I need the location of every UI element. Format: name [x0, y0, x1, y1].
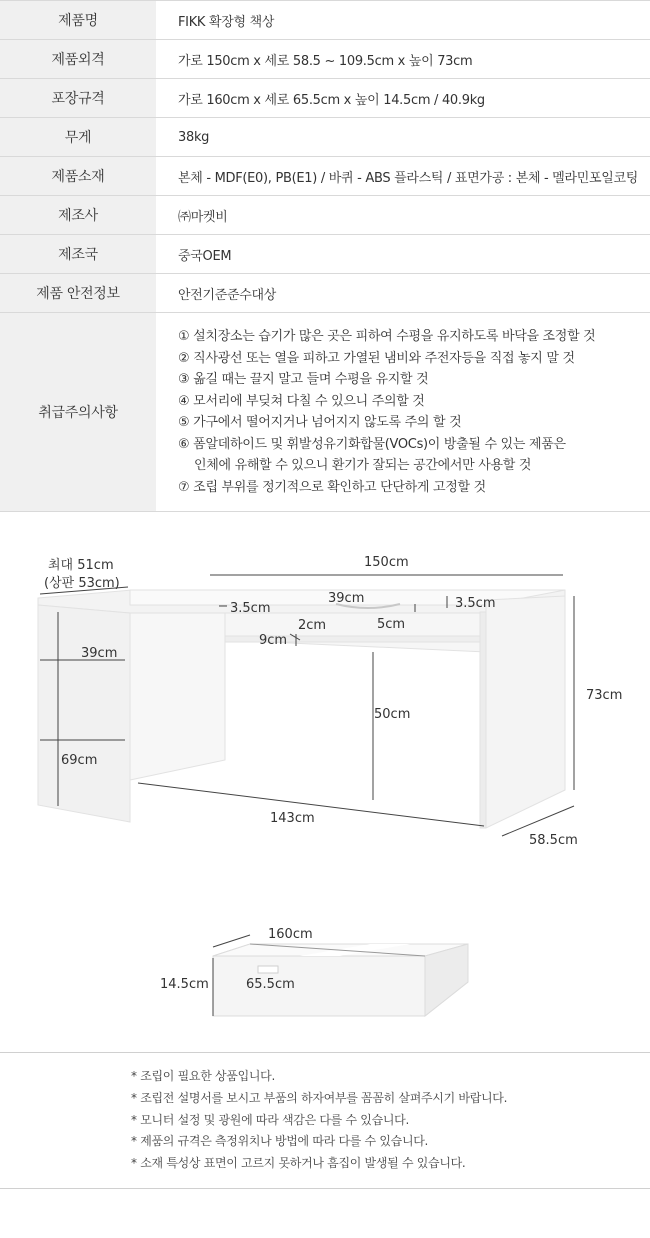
label-right-gap: 3.5cm	[455, 596, 496, 611]
label-max-depth: 최대 51cm	[48, 558, 114, 573]
spec-label: 제품외격	[0, 40, 156, 79]
label-gap-9: 9cm	[259, 633, 288, 648]
caution-cell	[156, 313, 650, 512]
spec-row	[0, 196, 650, 235]
spec-row	[0, 1, 650, 40]
label-gap-2: 2cm	[298, 618, 327, 633]
caution-item: ⑥ 폼알데하이드 및 휘발성유기화합물(VOCs)이 방출될 수 있는 제품은	[178, 436, 566, 452]
spec-value: FIKK 확장형 책상	[156, 1, 650, 40]
spec-label: 제조사	[0, 196, 156, 235]
caution-item: 인체에 유해할 수 있으니 환기가 잘되는 공간에서만 사용할 것	[194, 458, 532, 473]
spec-label: 무게	[0, 118, 156, 157]
label-package-height: 14.5cm	[160, 977, 209, 992]
label-ext-height: 69cm	[61, 753, 98, 768]
label-inner-width: 39cm	[328, 591, 365, 606]
divider	[0, 1052, 650, 1053]
label-gap-5: 5cm	[377, 617, 406, 632]
dimension-diagram	[0, 512, 650, 1052]
spec-value: 안전기준준수대상	[156, 274, 650, 313]
note-item: * 제품의 규격은 측정위치나 방법에 따라 다를 수 있습니다.	[131, 1134, 429, 1149]
spec-row	[0, 157, 650, 196]
spec-table	[0, 0, 650, 512]
spec-row	[0, 274, 650, 313]
note-item: * 조립전 설명서를 보시고 부품의 하자여부를 꼼꼼히 살펴주시기 바랍니다.	[131, 1090, 508, 1105]
caution-label: 취급주의사항	[0, 313, 156, 512]
label-ext-depth: 39cm	[81, 646, 118, 661]
label-package-depth: 65.5cm	[246, 977, 295, 992]
note-item: * 조립이 필요한 상품입니다.	[131, 1069, 275, 1083]
spec-label: 포장규격	[0, 79, 156, 118]
label-top-depth: (상판 53cm)	[44, 576, 120, 591]
spec-row	[0, 79, 650, 118]
spec-label: 제품소재	[0, 157, 156, 196]
spec-value: 본체 - MDF(E0), PB(E1) / 바퀴 - ABS 플라스틱 / 표면가공 : 본체 - 멜라민포일코팅	[156, 157, 650, 196]
label-depth: 58.5cm	[529, 833, 578, 848]
spec-value: ㈜마켓비	[156, 196, 650, 235]
spec-label: 제품 안전정보	[0, 274, 156, 313]
label-leg-height: 50cm	[374, 707, 411, 722]
label-bottom-width: 143cm	[270, 811, 315, 826]
note-item: * 소재 특성상 표면이 고르지 못하거나 흠집이 발생될 수 있습니다.	[131, 1156, 466, 1171]
caution-item: ③ 옮길 때는 끌지 말고 들며 수평을 유지할 것	[178, 372, 429, 387]
caution-item: ⑦ 조립 부위를 정기적으로 확인하고 단단하게 고정할 것	[178, 479, 486, 495]
spec-row	[0, 235, 650, 274]
label-width: 150cm	[364, 555, 409, 570]
spec-row	[0, 40, 650, 79]
spec-label: 제조국	[0, 235, 156, 274]
caution-item: ② 직사광선 또는 열을 피하고 가열된 냄비와 주전자등을 직접 놓지 말 것	[178, 350, 575, 366]
caution-item: ④ 모서리에 부딪쳐 다칠 수 있으니 주의할 것	[178, 393, 425, 409]
spec-row-cautions	[0, 313, 650, 512]
label-height: 73cm	[586, 688, 623, 703]
caution-item: ⑤ 가구에서 떨어지거나 넘어지지 않도록 주의 할 것	[178, 415, 462, 430]
notes-list	[131, 1066, 507, 1175]
spec-row	[0, 118, 650, 157]
caution-list	[178, 326, 649, 498]
spec-value: 가로 150cm x 세로 58.5 ~ 109.5cm x 높이 73cm	[156, 40, 650, 79]
note-item: * 모니터 설정 및 광원에 따라 색감은 다를 수 있습니다.	[131, 1112, 409, 1127]
divider	[0, 1188, 650, 1189]
spec-value: 가로 160cm x 세로 65.5cm x 높이 14.5cm / 40.9kg	[156, 79, 650, 118]
caution-item: ① 설치장소는 습기가 많은 곳은 피하여 수평을 유지하도록 바닥을 조정할 것	[178, 329, 596, 344]
spec-value: 중국OEM	[156, 235, 650, 274]
label-package-width: 160cm	[268, 927, 313, 942]
label-left-gap: 3.5cm	[230, 601, 271, 616]
spec-label: 제품명	[0, 1, 156, 40]
spec-value: 38kg	[156, 118, 650, 157]
